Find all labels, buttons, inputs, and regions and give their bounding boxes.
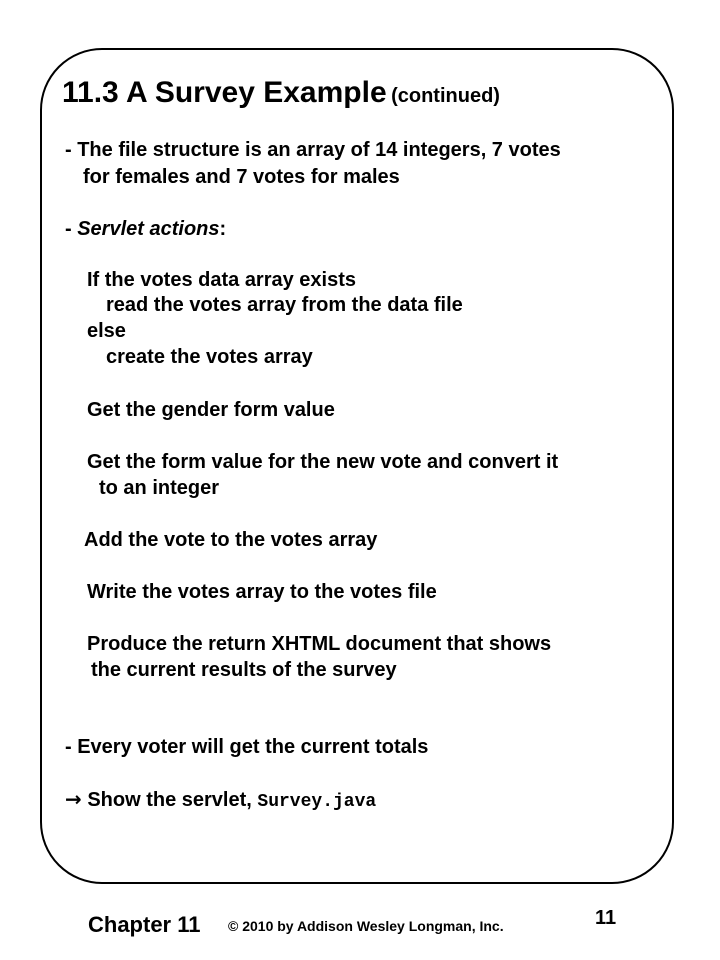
bullet-file-structure: - The file structure is an array of 14 integers, 7 votes bbox=[65, 139, 561, 161]
action-get-vote: Get the form value for the new vote and convert it bbox=[87, 451, 559, 473]
action-produce-xhtml: Produce the return XHTML document that shows bbox=[87, 633, 552, 655]
arrow-right-icon: → bbox=[65, 787, 82, 811]
action-write-votes: Write the votes array to the votes file bbox=[87, 581, 437, 603]
servlet-actions-dash: - bbox=[65, 218, 78, 240]
bullet-servlet-actions bbox=[65, 217, 226, 241]
slide-title-main: 11.3 A Survey Example bbox=[62, 76, 387, 109]
bullet-file-structure-cont: for females and 7 votes for males bbox=[83, 166, 400, 188]
footer-chapter: Chapter 11 bbox=[88, 912, 201, 937]
slide-title-suffix: (continued) bbox=[391, 85, 500, 107]
slide-title bbox=[62, 76, 500, 110]
action-if-exists: If the votes data array exists bbox=[87, 269, 357, 291]
servlet-actions-label: Servlet actions bbox=[77, 218, 220, 240]
action-else: else bbox=[87, 320, 126, 342]
action-read-array: read the votes array from the data file bbox=[106, 294, 463, 316]
servlet-filename: Survey.java bbox=[257, 792, 377, 812]
action-get-vote-cont: to an integer bbox=[99, 477, 220, 499]
action-produce-xhtml-cont: the current results of the survey bbox=[91, 659, 397, 681]
action-add-vote: Add the vote to the votes array bbox=[84, 529, 378, 551]
bullet-voter-totals: - Every voter will get the current totals bbox=[65, 736, 429, 758]
servlet-actions-colon: : bbox=[219, 218, 227, 240]
action-get-gender: Get the gender form value bbox=[87, 399, 335, 421]
show-servlet-line bbox=[65, 787, 376, 814]
footer-copyright: © 2010 by Addison Wesley Longman, Inc. bbox=[228, 918, 504, 934]
footer-page-number: 11 bbox=[595, 907, 617, 929]
action-create-array: create the votes array bbox=[106, 346, 313, 368]
show-servlet-text: Show the servlet, bbox=[87, 789, 258, 811]
